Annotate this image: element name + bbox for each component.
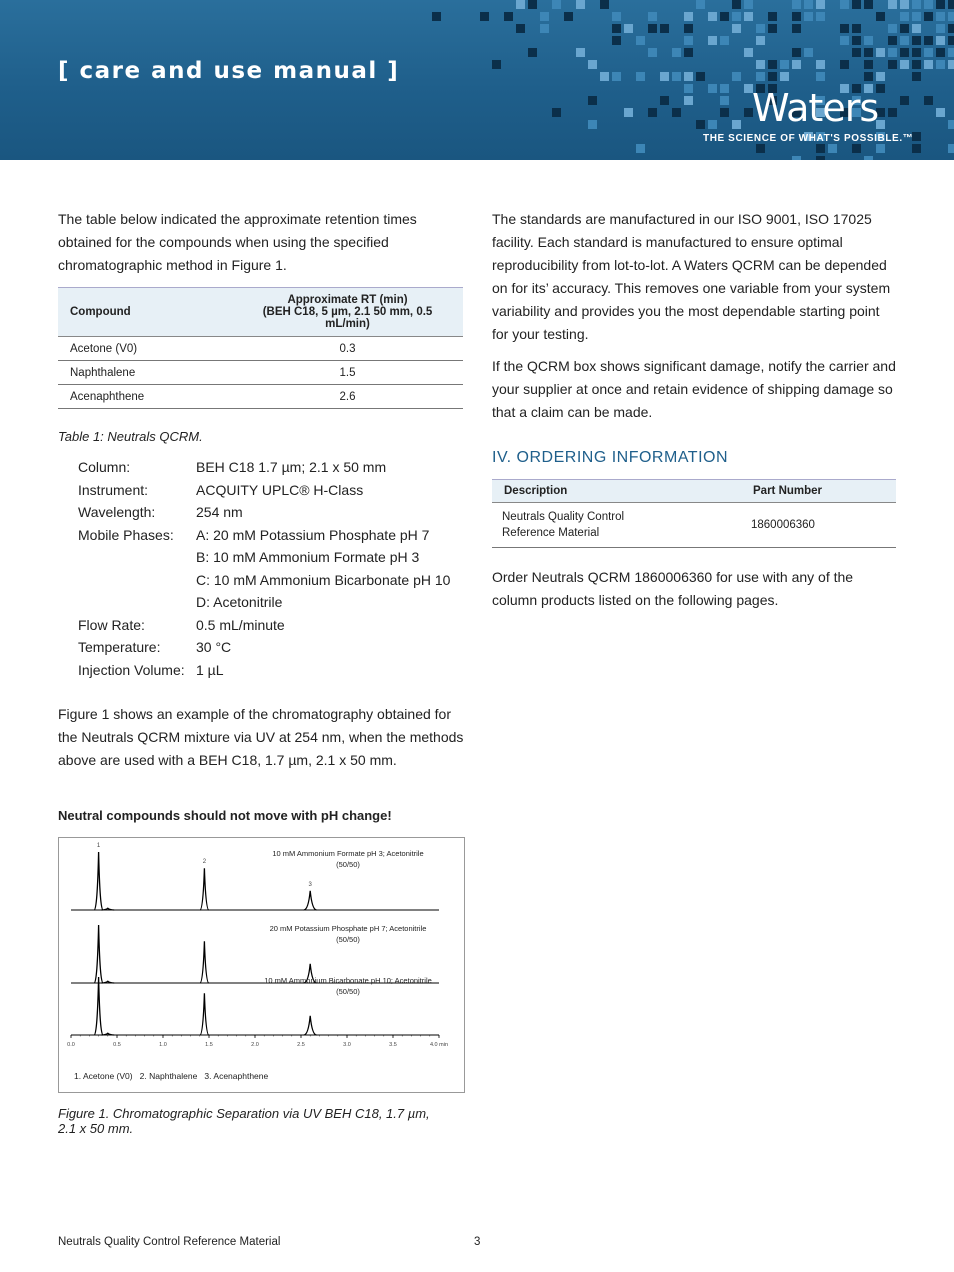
pixel-square — [696, 120, 705, 129]
pixel-square — [732, 120, 741, 129]
pixel-square — [672, 48, 681, 57]
pixel-square — [816, 0, 825, 9]
pixel-square — [876, 48, 885, 57]
pixel-square — [744, 0, 753, 9]
trace-label-ratio: (50/50) — [336, 860, 360, 869]
pixel-square — [852, 24, 861, 33]
pixel-square — [876, 144, 885, 153]
right-column — [492, 208, 897, 612]
chart-legend: 1. Acetone (V0) 2. Naphthalene 3. Acenaphthene — [74, 1071, 269, 1081]
intro-paragraph: The table below indicated the approximate retention times obtained for the compounds when using the specified chromatographic method in Figure 1. — [58, 211, 417, 273]
pixel-square — [600, 0, 609, 9]
pixel-square — [900, 12, 909, 21]
pixel-square — [684, 36, 693, 45]
pixel-square — [720, 84, 729, 93]
x-tick-label: 2.0 — [251, 1042, 259, 1048]
col-header-description: Description — [492, 480, 741, 503]
pixel-square — [576, 48, 585, 57]
x-tick-label: 3.5 — [389, 1042, 397, 1048]
injection-volume-label: Injection Volume: — [78, 662, 185, 678]
pixel-square — [900, 60, 909, 69]
pixel-square — [828, 144, 837, 153]
pixel-square — [900, 96, 909, 105]
pixel-square — [732, 72, 741, 81]
pixel-square — [816, 72, 825, 81]
rt-cell: 2.6 — [232, 385, 463, 409]
chromatogram-peak — [200, 941, 209, 983]
table-row — [58, 385, 463, 409]
pixel-square — [864, 0, 873, 9]
pixel-square — [924, 60, 933, 69]
pixel-square — [948, 36, 954, 45]
pixel-square — [888, 36, 897, 45]
brand-tagline: THE SCIENCE OF WHAT'S POSSIBLE.™ — [703, 133, 914, 144]
peak-number-label: 1 — [96, 843, 101, 849]
footer-doc-title: Neutrals Quality Control Reference Material — [58, 1236, 281, 1248]
table-row — [492, 503, 896, 548]
pixel-square — [624, 108, 633, 117]
pixel-square — [912, 24, 921, 33]
pixel-square — [660, 24, 669, 33]
pixel-square — [708, 36, 717, 45]
pixel-square — [612, 12, 621, 21]
pixel-square — [816, 60, 825, 69]
pixel-square — [588, 120, 597, 129]
pixel-square — [756, 36, 765, 45]
compound-cell: Acetone (V0) — [58, 337, 232, 361]
pixel-square — [864, 36, 873, 45]
pixel-square — [948, 120, 954, 129]
manual-title: [ care and use manual ] — [58, 58, 400, 84]
pixel-square — [912, 60, 921, 69]
pixel-square — [492, 60, 501, 69]
pixel-square — [660, 72, 669, 81]
trace-label: 20 mM Potassium Phosphate pH 7; Acetonitrile — [269, 924, 427, 933]
pixel-square — [864, 156, 873, 160]
col-header-part-number: Part Number — [741, 480, 896, 503]
pixel-square — [636, 144, 645, 153]
pixel-square — [840, 24, 849, 33]
pixel-square — [936, 24, 945, 33]
pixel-square — [840, 36, 849, 45]
x-tick-label: 1.0 — [159, 1042, 167, 1048]
temperature-label: Temperature: — [78, 639, 161, 655]
pixel-square — [564, 12, 573, 21]
pixel-square — [816, 144, 825, 153]
pixel-square — [432, 12, 441, 21]
compound-cell: Naphthalene — [58, 361, 232, 385]
pixel-square — [552, 108, 561, 117]
pixel-square — [504, 12, 513, 21]
pixel-square — [612, 24, 621, 33]
pixel-square — [672, 108, 681, 117]
pixel-square — [756, 60, 765, 69]
peak-number-label: 3 — [308, 881, 312, 888]
pixel-square — [744, 48, 753, 57]
pixel-square — [612, 36, 621, 45]
pixel-square — [684, 72, 693, 81]
figure-caption-line1: Figure 1. Chromatographic Separation via UV BEH C18, 1.7 µm, — [58, 1106, 430, 1121]
pixel-square — [924, 0, 933, 9]
ordering-table — [492, 479, 896, 548]
pixel-square — [852, 144, 861, 153]
pixel-square — [948, 60, 954, 69]
table-caption: Table 1: Neutrals QCRM. — [58, 429, 203, 444]
trace-label: 10 mM Ammonium Bicarbonate pH 10; Acetonitrile — [264, 976, 432, 985]
chromatogram-figure — [58, 837, 465, 1093]
pixel-square — [684, 84, 693, 93]
pixel-square — [756, 72, 765, 81]
pixel-square — [684, 12, 693, 21]
trace-label-ratio: (50/50) — [336, 935, 360, 944]
mobile-phases-label: Mobile Phases: — [78, 527, 174, 543]
col-header-rt — [232, 288, 463, 337]
chromatogram-peak — [200, 993, 209, 1035]
pixel-square — [780, 60, 789, 69]
temperature-value: 30 °C — [196, 639, 232, 655]
column-label: Column: — [78, 459, 131, 475]
pixel-square — [696, 0, 705, 9]
pixel-square — [924, 48, 933, 57]
pixel-square — [912, 36, 921, 45]
pixel-square — [888, 48, 897, 57]
figure-intro-paragraph: Figure 1 shows an example of the chromatography obtained for the Neutrals QCRM mixture via UV at 254 nm, when the methods above are used with a BEH C18, 1.7 µm, 2.1 x 50 mm. — [58, 706, 464, 768]
pixel-square — [804, 0, 813, 9]
pixel-square — [936, 60, 945, 69]
pixel-square — [792, 48, 801, 57]
pixel-square — [576, 0, 585, 9]
pixel-square — [708, 12, 717, 21]
x-tick-label: 0.5 — [113, 1042, 121, 1048]
pixel-square — [648, 48, 657, 57]
pixel-square — [480, 12, 489, 21]
instrument-label: Instrument: — [78, 482, 149, 498]
x-tick-label: 2.5 — [297, 1042, 305, 1048]
section-heading: IV. ORDERING INFORMATION — [492, 449, 729, 466]
x-tick-label: 3.0 — [343, 1042, 351, 1048]
column-value: BEH C18 1.7 µm; 2.1 x 50 mm — [196, 459, 387, 475]
figure-caption-line2: 2.1 x 50 mm. — [58, 1121, 134, 1136]
pixel-square — [768, 24, 777, 33]
pixel-square — [792, 24, 801, 33]
pixel-square — [912, 144, 921, 153]
pixel-square — [732, 0, 741, 9]
mobile-phase-c: C: 10 mM Ammonium Bicarbonate pH 10 — [196, 572, 451, 588]
trace-label-ratio: (50/50) — [336, 987, 360, 996]
x-tick-label: 0.0 — [67, 1042, 75, 1048]
pixel-square — [708, 84, 717, 93]
pixel-square — [924, 36, 933, 45]
rt-cell: 1.5 — [232, 361, 463, 385]
standards-paragraph: The standards are manufactured in our ISO 9001, ISO 17025 facility. Each standard is manufactured to ensure optimal reproducibility from lot-to-lot. A Waters QCRM can be depended on for its’ accuracy. This removes one variable from your system variability and provides you the most dependable starting point for your testing. — [492, 211, 891, 342]
pixel-square — [756, 144, 765, 153]
pixel-square — [912, 72, 921, 81]
pixel-square — [840, 60, 849, 69]
wavelength-label: Wavelength: — [78, 504, 156, 520]
compound-cell: Acenaphthene — [58, 385, 232, 409]
pixel-square — [900, 36, 909, 45]
trace-label: 10 mM Ammonium Formate pH 3; Acetonitrile — [272, 849, 424, 858]
pixel-square — [948, 12, 954, 21]
pixel-square — [792, 12, 801, 21]
pixel-square — [768, 12, 777, 21]
pixel-square — [852, 0, 861, 9]
damage-paragraph: If the QCRM box shows significant damage, notify the carrier and your supplier at once and retain evidence of shipping damage so that a claim can be made. — [492, 358, 896, 420]
description-line2: Reference Material — [502, 527, 600, 539]
pixel-square — [888, 108, 897, 117]
chart-heading: Neutral compounds should not move with pH change! — [58, 808, 392, 823]
chromatogram-chart — [59, 838, 464, 1092]
pixel-square — [864, 72, 873, 81]
pixel-square — [816, 12, 825, 21]
pixel-square — [552, 0, 561, 9]
pixel-square — [936, 0, 945, 9]
description-cell — [492, 503, 741, 548]
mobile-phase-b: B: 10 mM Ammonium Formate pH 3 — [196, 549, 420, 565]
col-header-compound: Compound — [58, 288, 232, 337]
pixel-square — [720, 108, 729, 117]
x-tick-label: 4.0 min — [429, 1042, 449, 1048]
pixel-square — [528, 48, 537, 57]
pixel-square — [720, 36, 729, 45]
table-row — [58, 361, 463, 385]
pixel-square — [756, 24, 765, 33]
pixel-square — [600, 72, 609, 81]
pixel-square — [840, 0, 849, 9]
pixel-square — [648, 24, 657, 33]
part-number-cell: 1860006360 — [741, 503, 896, 548]
table-row — [58, 337, 463, 361]
pixel-square — [900, 0, 909, 9]
pixel-square — [588, 96, 597, 105]
pixel-square — [624, 24, 633, 33]
chromatogram-peak — [94, 852, 103, 910]
pixel-square — [684, 48, 693, 57]
wavelength-value: 254 nm — [196, 504, 243, 520]
pixel-square — [516, 24, 525, 33]
injection-volume-value: 1 µL — [196, 662, 224, 678]
pixel-square — [876, 72, 885, 81]
pixel-square — [684, 24, 693, 33]
pixel-square — [588, 60, 597, 69]
pixel-square — [636, 72, 645, 81]
pixel-square — [876, 12, 885, 21]
pixel-square — [924, 96, 933, 105]
pixel-square — [720, 12, 729, 21]
pixel-square — [684, 96, 693, 105]
instrument-value: ACQUITY UPLC® H-Class — [196, 482, 364, 498]
pixel-square — [540, 24, 549, 33]
pixel-square — [948, 48, 954, 57]
pixel-square — [792, 0, 801, 9]
pixel-square — [672, 72, 681, 81]
pixel-square — [936, 108, 945, 117]
chromatogram-peak — [304, 1016, 317, 1035]
pixel-square — [792, 156, 801, 160]
pixel-square — [936, 12, 945, 21]
pixel-square — [888, 0, 897, 9]
header-banner — [0, 0, 954, 160]
pixel-square — [864, 60, 873, 69]
left-column — [58, 208, 463, 444]
pixel-square — [708, 120, 717, 129]
chromatogram-peak — [304, 891, 317, 910]
pixel-square — [780, 72, 789, 81]
pixel-square — [936, 48, 945, 57]
figure-caption — [58, 1106, 430, 1136]
pixel-square — [948, 24, 954, 33]
pixel-square — [816, 156, 825, 160]
pixel-square — [660, 96, 669, 105]
rt-header-line2: (BEH C18, 5 µm, 2.1 50 mm, 0.5 mL/min) — [262, 306, 433, 330]
order-note: Order Neutrals QCRM 1860006360 for use with any of the column products listed on the following pages. — [492, 569, 854, 608]
x-tick-label: 1.5 — [205, 1042, 213, 1048]
pixel-square — [864, 48, 873, 57]
pixel-square — [516, 0, 525, 9]
mobile-phase-a: A: 20 mM Potassium Phosphate pH 7 — [196, 527, 430, 543]
rt-cell: 0.3 — [232, 337, 463, 361]
peak-number-label: 2 — [202, 859, 207, 866]
pixel-square — [612, 72, 621, 81]
pixel-square — [528, 0, 537, 9]
pixel-square — [792, 60, 801, 69]
pixel-square — [924, 12, 933, 21]
pixel-square — [912, 48, 921, 57]
pixel-square — [648, 12, 657, 21]
chromatogram-peak — [94, 925, 103, 983]
pixel-square — [936, 36, 945, 45]
description-line1: Neutrals Quality Control — [502, 511, 625, 523]
pixel-square — [768, 60, 777, 69]
pixel-square — [912, 132, 921, 141]
pixel-square — [648, 108, 657, 117]
pixel-square — [732, 12, 741, 21]
pixel-square — [540, 12, 549, 21]
pixel-square — [900, 24, 909, 33]
pixel-square — [912, 0, 921, 9]
mobile-phase-d: D: Acetonitrile — [196, 594, 283, 610]
pixel-square — [804, 48, 813, 57]
flow-rate-value: 0.5 mL/minute — [196, 617, 285, 633]
pixel-square — [852, 48, 861, 57]
pixel-square — [720, 96, 729, 105]
page-number: 3 — [474, 1236, 481, 1248]
pixel-square — [732, 24, 741, 33]
pixel-square — [888, 24, 897, 33]
waters-logo: Waters — [752, 86, 879, 130]
pixel-square — [744, 12, 753, 21]
retention-time-table — [58, 287, 463, 409]
pixel-square — [888, 60, 897, 69]
chromatogram-peak — [94, 977, 103, 1035]
pixel-square — [948, 0, 954, 9]
pixel-square — [768, 72, 777, 81]
pixel-square — [900, 48, 909, 57]
pixel-square — [696, 72, 705, 81]
rt-header-line1: Approximate RT (min) — [287, 294, 408, 306]
pixel-square — [852, 36, 861, 45]
pixel-square — [948, 144, 954, 153]
pixel-square — [636, 36, 645, 45]
pixel-square — [912, 12, 921, 21]
pixel-square — [804, 12, 813, 21]
chromatogram-peak — [200, 868, 209, 910]
flow-rate-label: Flow Rate: — [78, 617, 145, 633]
